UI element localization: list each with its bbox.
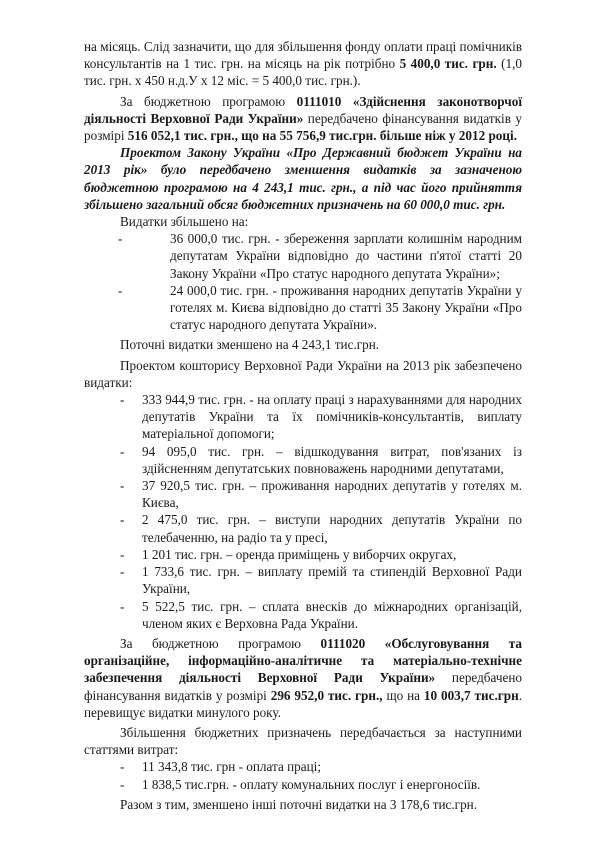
paragraph-7-amount: 296 952,0 тис. грн., [270, 687, 383, 703]
list-item-text: 1 838,5 тис.грн. - оплату комунальних послуг і енергоносіїв. [142, 776, 481, 792]
list-item-text: 1 733,6 тис. грн. – виплату премій та стипендій Верховної Ради України, [142, 564, 522, 597]
paragraph-1-amount: 5 400,0 тис. грн. [399, 56, 497, 72]
list-3 [84, 758, 522, 792]
paragraph-2 [84, 93, 522, 145]
paragraph-1 [84, 38, 522, 90]
list-marker: - [120, 564, 125, 580]
paragraph-7-increase: 10 003,7 тис.грн [423, 687, 519, 703]
list-2 [84, 391, 522, 632]
list-marker: - [120, 443, 125, 459]
paragraph-7-text-g: . перевищує видатки минулого року. [84, 687, 522, 720]
paragraph-6: Проектом кошторису Верховної Ради України на 2013 рік забезпечено видатки: [84, 357, 522, 390]
list-1 [84, 230, 522, 333]
paragraph-1-text-c: (1,0 тис. грн. х 450 н.д.У х 12 міс. = 5 400,0 тис. грн.). [84, 56, 523, 89]
list-marker: - [120, 546, 125, 562]
list-item [84, 443, 522, 477]
list-item [84, 546, 522, 563]
list-item [84, 391, 522, 443]
paragraph-1-text-a: на місяць. Слід зазначити, що для збільшення фонду оплати праці помічників консультантів на 1 тис. грн. на місяць на рік потрібно [84, 39, 522, 72]
list-item [84, 477, 522, 511]
list-marker: - [120, 512, 125, 528]
list-item-text: 37 920,5 тис. грн. – проживання народних депутатів у готелях м. Києва, [142, 478, 522, 511]
paragraph-9: Разом з тим, зменшено інші поточні видатки на 3 178,6 тис.грн. [120, 796, 478, 812]
list-item-text: 333 944,9 тис. грн. - на оплату праці з нарахуваннями для народних депутатів України та їх помічників-консультантів, виплату матеріальної допомоги; [142, 392, 522, 442]
list-item [84, 758, 522, 775]
list-item [84, 563, 522, 597]
list-item [84, 230, 522, 282]
list-item-text: 36 000,0 тис. грн. - збереження зарплати колишнім народним депутатам України відповідно до частини п'ятої статті 20 Закону України «Про статус народного депутата України»; [170, 231, 522, 281]
paragraph-4: Видатки збільшено на: [120, 214, 249, 230]
list-marker: - [120, 776, 125, 792]
list-marker: - [120, 759, 125, 775]
list-item-text: 11 343,8 тис. грн - оплата праці; [142, 759, 321, 775]
list-item-text: 94 095,0 тис. грн. – відшкодування витрат, пов'язаних із здійсненням депутатських повноважень народними депутатами, [142, 443, 522, 476]
list-item [84, 282, 522, 334]
list-marker: - [118, 282, 123, 298]
list-item-text: 5 522,5 тис. грн. – сплата внесків до міжнародних організацій, членом яких є Верховна Рада України. [142, 598, 522, 631]
paragraph-7-text-a: За бюджетною програмою [120, 635, 321, 651]
paragraph-2-text-c: передбачено фінансування видатків у розмірі [84, 110, 522, 144]
paragraph-5: Поточні видатки зменшено на 4 243,1 тис.грн. [120, 337, 380, 353]
list-item [84, 776, 522, 793]
list-item-text: 24 000,0 тис. грн. - проживання народних депутатів України у готелях м. Києва відповідно до статті 35 Закону України «Про статус народного депутата України». [170, 282, 522, 333]
list-marker: - [120, 392, 125, 408]
list-item-text: 1 201 тис. грн. – оренда приміщень у виборчих округах, [142, 546, 457, 562]
paragraph-7-text-c: передбачено фінансування видатків у розмірі [84, 670, 522, 703]
list-item [84, 511, 522, 545]
paragraph-2-amount: 516 052,1 тис. грн., що на 55 756,9 тис.грн. більше ніж у 2012 році. [127, 128, 517, 144]
paragraph-7-text-e: що на [382, 687, 424, 703]
list-item-text: 2 475,0 тис. грн. – виступи народних депутатів України по телебаченню, на радіо та у пресі, [142, 512, 522, 545]
list-marker: - [118, 231, 123, 247]
list-marker: - [120, 478, 125, 494]
paragraph-2-program: 0111010 «Здійснення законотворчої діяльності Верховної Ради України» [84, 93, 522, 126]
paragraph-2-text-a: За бюджетною програмою [120, 93, 297, 109]
paragraph-3: Проектом Закону України «Про Державний бюджет України на 2013 рік» було передбачено зменшення видатків за зазначеною бюджетною програмою на 4 243,1 тис. грн., а під час його прийняття збільшено загальний обсяг бюджетних призначень на 60 000,0 тис. грн. [84, 145, 522, 212]
list-item [84, 598, 522, 632]
paragraph-7 [84, 635, 522, 721]
paragraph-7-program: 0111020 «Обслуговування та організаційне, інформаційно-аналітичне та матеріально-технічне забезпечення діяльності Верховної Ради України» [84, 635, 522, 686]
paragraph-8: Збільшення бюджетних призначень передбачається за наступними статтями витрат: [84, 724, 522, 758]
list-marker: - [120, 598, 125, 614]
